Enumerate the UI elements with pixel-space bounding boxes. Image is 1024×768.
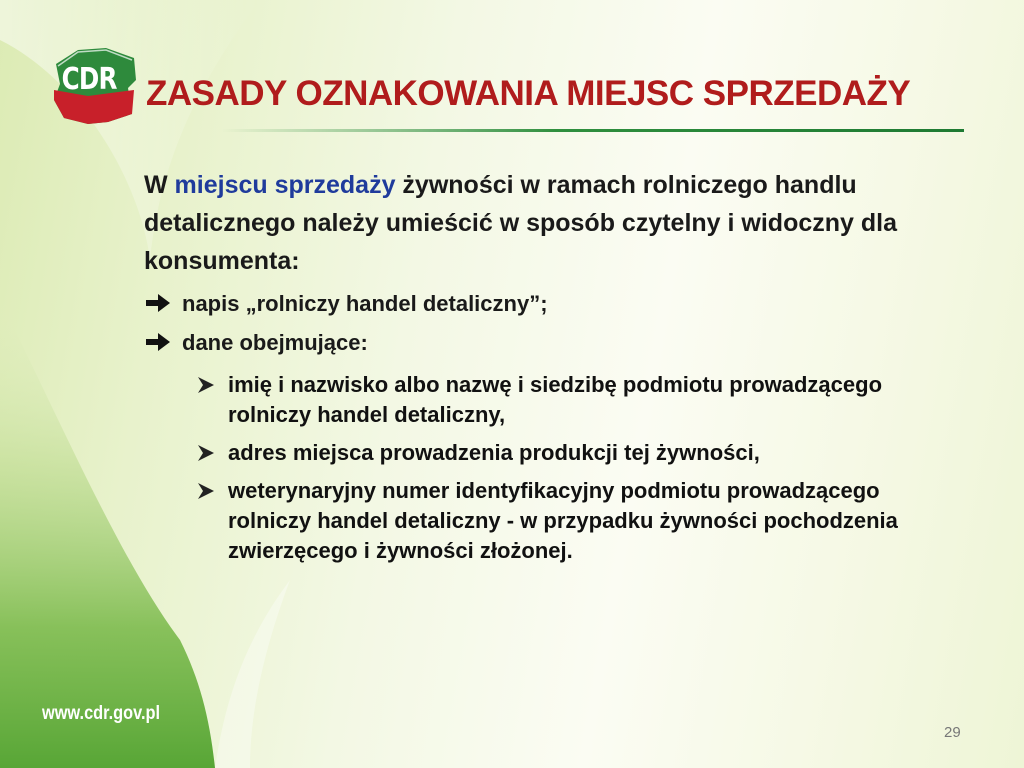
arrowhead-icon	[196, 444, 216, 462]
arrowhead-icon	[196, 482, 216, 500]
sub-bullet-text: adres miejsca prowadzenia produkcji tej żywności,	[228, 440, 760, 465]
intro-paragraph	[144, 166, 954, 280]
right-arrow-icon	[144, 293, 172, 313]
arrowhead-icon	[196, 376, 216, 394]
footer-url[interactable]: www.cdr.gov.pl	[42, 703, 161, 724]
slide-title: ZASADY OZNAKOWANIA MIEJSC SPRZEDAŻY	[146, 74, 911, 113]
intro-text-start: W	[144, 171, 175, 199]
sub-bullet-text: weterynaryjny numer identyfikacyjny podmiotu prowadzącego rolniczy handel detaliczny - w przypadku żywności pochodzenia zwierzęcego i żywności złożonej.	[228, 478, 898, 563]
bullet-text: dane obejmujące:	[182, 330, 368, 355]
sub-bullet-item	[196, 438, 916, 468]
page-number: 29	[944, 724, 961, 741]
sub-bullet-item	[196, 476, 916, 566]
right-arrow-icon	[144, 332, 172, 352]
title-underline	[222, 129, 964, 132]
sub-bullet-text: imię i nazwisko albo nazwę i siedzibę podmiotu prowadzącego rolniczy handel detaliczny,	[228, 372, 883, 427]
bullet-item	[144, 288, 964, 319]
intro-text-end: żywności w ramach rolniczego handlu detalicznego należy umieścić w sposób czytelny i widoczny dla konsumenta:	[144, 171, 897, 275]
bullet-item	[144, 327, 964, 358]
bullet-text: napis „rolniczy handel detaliczny”;	[182, 291, 548, 316]
intro-highlight: miejscu sprzedaży	[174, 171, 396, 199]
slide-content	[144, 166, 964, 574]
sub-bullet-list	[196, 370, 916, 566]
sub-bullet-item	[196, 370, 916, 430]
logo-text: CDR	[61, 62, 117, 97]
